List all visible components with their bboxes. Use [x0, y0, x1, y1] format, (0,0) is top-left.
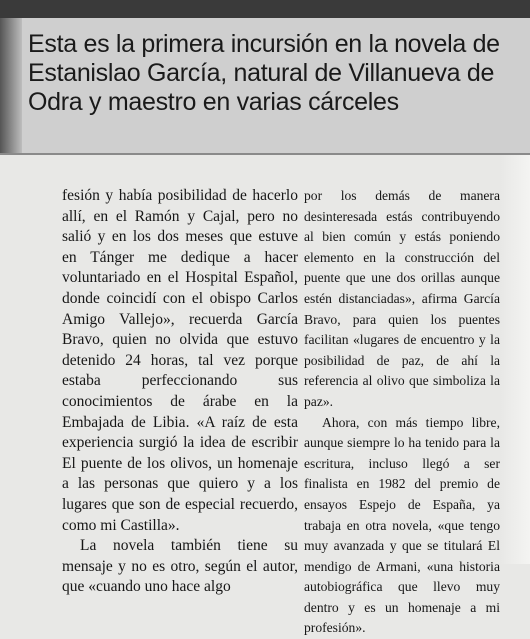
article-paragraph: por los demás de manera desinteresada estás contribuyendo al bien común y estás poniendo elemento en la construcción del puente que une dos orillas aunque estén distanciadas», afirma García Bravo, para quien los puentes facilitan «lugares de encuentro y la posibilidad de paz, de ahí la referencia al olivo que simboliza la paz». [304, 188, 500, 409]
article-paragraph: fesión y había posibilidad de hacerlo allí, en el Ramón y Cajal, pero no salió y en los dos meses que estuve en Tánger me dedique a hacer voluntariado en el Hospital Español, donde coincidí con el obispo Carlos Amigo Vallejo», recuerda García Bravo, quien no olvida que estuvo detenido 24 horas, tal vez porque estaba perfeccionando sus conocimientos de árabe en la Embajada de Libia. «A raíz de esta experiencia surgió la idea de escribir El puente de los olivos, un homenaje a las personas que quiero y a los lugares que son de especial recuerdo, como mi Castilla». [62, 187, 298, 534]
article-right-column [304, 186, 500, 639]
article-paragraph: La novela también tiene su mensaje y no es otro, según el autor, que «cuando uno hace algo [62, 537, 298, 596]
headline: Esta es la primera incursión en la novela de Estanislao García, natural de Villanueva de Odra y maestro en varias cárceles [28, 30, 500, 116]
top-dark-bar [0, 0, 530, 18]
article-paragraph: Ahora, con más tiempo libre, aunque siempre lo ha tenido para la escritura, incluso llegó a ser finalista en 1982 del premio de ensayos Espejo de España, ya trabaja en otra novela, «que tengo muy avanzada y que se titulará El mendigo de Armani, «una historia autobiográfica que llevo muy dentro y es un homenaje a mi profesión». [304, 414, 500, 636]
headline-box [0, 18, 530, 155]
article-left-column [62, 186, 298, 598]
headline-shade [0, 18, 22, 153]
page-edge-fade [500, 155, 530, 564]
